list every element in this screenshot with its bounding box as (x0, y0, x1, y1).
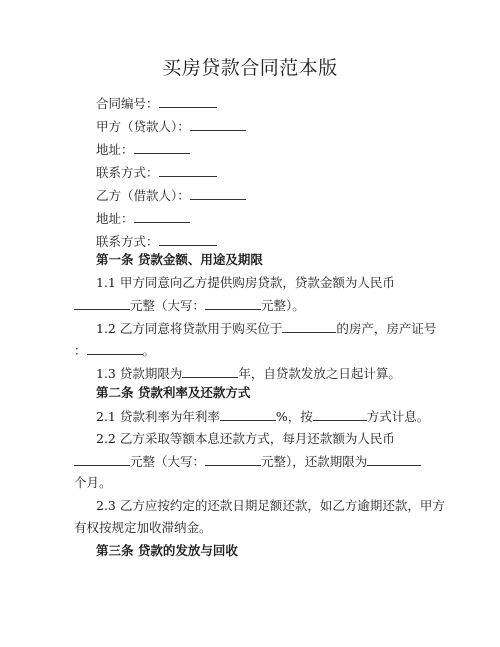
contract-number-label: 合同编号： (96, 96, 159, 111)
interest-rate-blank[interactable] (220, 408, 276, 421)
clause-1-1-line-1: 1.1 甲方同意向乙方提供购房贷款，贷款金额为人民币 (96, 275, 395, 290)
address-b-blank[interactable] (134, 210, 190, 223)
clause-2-2-text-a: 元整（大写： (130, 454, 206, 469)
property-cert-blank[interactable] (87, 342, 143, 355)
contact-a-label: 联系方式： (96, 165, 159, 180)
clause-1-1-text-a: 元整（大写： (130, 298, 206, 313)
address-b-field (96, 210, 190, 227)
clause-1-2-text-a: 1.2 乙方同意将贷款用于购买位于 (96, 321, 283, 336)
monthly-payment-words-blank[interactable] (205, 453, 261, 466)
contract-number-field (96, 95, 217, 112)
address-a-field (96, 141, 190, 158)
party-a-blank[interactable] (190, 118, 246, 131)
contract-number-blank[interactable] (159, 95, 217, 108)
contact-b-field (96, 233, 217, 250)
address-a-blank[interactable] (134, 141, 190, 154)
clause-2-1-text-c: 方式计息。 (366, 409, 430, 424)
party-a-field (96, 118, 246, 135)
clause-1-3-text-a: 1.3 贷款期限为 (96, 366, 183, 381)
loan-term-blank[interactable] (182, 365, 238, 378)
clause-1-2-line-2 (74, 342, 155, 359)
clause-1-1-text-b: 元整）。 (261, 298, 305, 313)
clause-1-1-line-2 (74, 297, 305, 314)
clause-2-2-line-1: 2.2 乙方采取等额本息还款方式，每月还款额为人民币 (96, 431, 395, 446)
party-b-label: 乙方（借款人）： (96, 188, 190, 203)
clause-2-2-text-b: 元整），还款期限为 (261, 454, 368, 469)
party-b-blank[interactable] (190, 187, 246, 200)
loan-amount-blank[interactable] (74, 297, 130, 310)
document-title: 买房贷款合同范本版 (162, 57, 338, 79)
contact-a-field (96, 164, 217, 181)
address-b-label: 地址： (96, 211, 134, 226)
article-2-heading: 第二条 贷款利率及还款方式 (96, 385, 251, 400)
contact-a-blank[interactable] (159, 164, 217, 177)
clause-2-1 (96, 408, 429, 425)
clause-1-3-text-b: 年，自贷款发放之日起计算。 (238, 366, 401, 381)
clause-2-1-text-a: 2.1 贷款利率为年利率 (96, 409, 220, 424)
property-location-blank[interactable] (282, 320, 336, 333)
article-3-heading: 第三条 贷款的发放与回收 (96, 543, 238, 558)
clause-2-2-line-2 (74, 453, 421, 470)
clause-2-3-line-2: 有权按规定加收滞纳金。 (74, 520, 212, 535)
clause-1-3 (96, 365, 401, 382)
interest-method-blank[interactable] (313, 408, 367, 421)
party-a-label: 甲方（贷款人）： (96, 119, 190, 134)
article-1-heading: 第一条 贷款金额、用途及期限 (96, 252, 263, 267)
clause-1-2-text-b: 的房产，房产证号 (336, 321, 437, 336)
clause-1-2-text-d: 。 (142, 343, 156, 358)
party-b-field (96, 187, 246, 204)
clause-2-2-line-3: 个月。 (74, 475, 112, 490)
clause-1-2-text-c: ： (74, 343, 87, 358)
contact-b-blank[interactable] (159, 233, 217, 246)
contact-b-label: 联系方式： (96, 234, 159, 249)
clause-1-2-line-1 (96, 320, 436, 337)
address-a-label: 地址： (96, 142, 134, 157)
clause-2-3-line-1: 2.3 乙方应按约定的还款日期足额还款，如乙方逾期还款，甲方 (96, 498, 445, 513)
repayment-term-blank[interactable] (367, 453, 421, 466)
loan-amount-words-blank[interactable] (205, 297, 261, 310)
monthly-payment-blank[interactable] (74, 453, 130, 466)
clause-2-1-text-b: %，按 (275, 409, 313, 424)
